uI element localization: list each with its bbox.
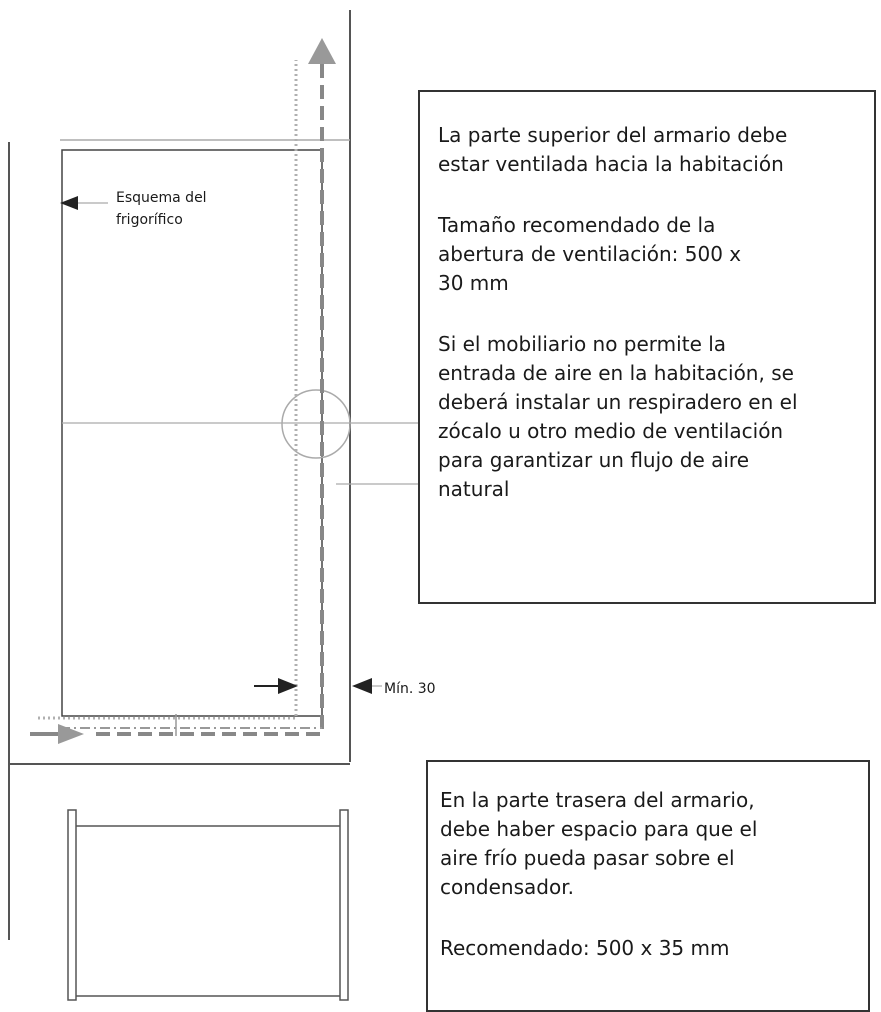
callout-top-line: estar ventilada hacia la habitación xyxy=(438,152,784,176)
callout-bottom-line: En la parte trasera del armario, xyxy=(440,788,755,812)
callout-top-line: La parte superior del armario debe xyxy=(438,123,788,147)
callout-top-line: Tamaño recomendado de la xyxy=(438,213,716,237)
callout-top-paragraph-2 xyxy=(438,211,864,298)
callout-bottom-paragraph-1 xyxy=(440,786,858,902)
callout-top-line: abertura de ventilación: 500 x xyxy=(438,242,742,266)
plinth-vent-right-post xyxy=(340,810,348,1000)
fridge-outline-label-line1: Esquema del xyxy=(116,190,207,206)
callout-top-line: natural xyxy=(438,477,510,501)
callout-top-line: para garantizar un flujo de aire xyxy=(438,448,750,472)
callout-top-line: zócalo u otro medio de ventilación xyxy=(438,419,784,443)
plinth-vent-left-post xyxy=(68,810,76,1000)
callout-bottom-line: aire frío pueda pasar sobre el xyxy=(440,846,735,870)
min-gap-label: Mín. 30 xyxy=(384,681,436,697)
callout-bottom-line: Recomendado: 500 x 35 mm xyxy=(440,936,730,960)
callout-bottom-line: condensador. xyxy=(440,875,574,899)
airflow-path-dashed xyxy=(96,64,322,734)
detail-circle xyxy=(282,390,350,458)
callout-top-paragraph-3 xyxy=(438,330,864,504)
callout-top-line: entrada de aire en la habitación, se xyxy=(438,361,794,385)
fridge-outline-label xyxy=(116,187,207,231)
air-out-arrow-icon xyxy=(308,38,336,64)
callout-top-paragraph-1 xyxy=(438,121,864,179)
condenser-callout xyxy=(426,760,870,1012)
callout-bottom-paragraph-2 xyxy=(440,934,858,963)
callout-bottom-line: debe haber espacio para que el xyxy=(440,817,758,841)
fridge-outline-label-line2: frigorífico xyxy=(116,212,183,228)
callout-top-line: 30 mm xyxy=(438,271,509,295)
airflow-path-dotted xyxy=(38,60,296,718)
gap-arrow-right-icon xyxy=(352,678,372,694)
ventilation-callout xyxy=(418,90,876,604)
callout-top-line: Si el mobiliario no permite la xyxy=(438,332,727,356)
callout-top-line: deberá instalar un respiradero en el xyxy=(438,390,798,414)
